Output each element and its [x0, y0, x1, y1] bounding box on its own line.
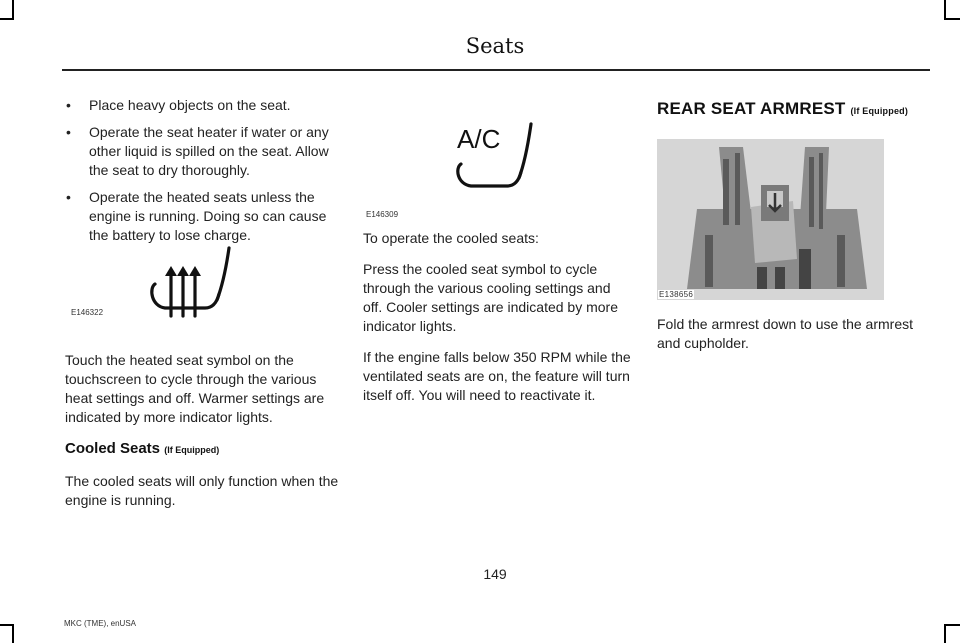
crop-mark [0, 624, 14, 626]
heading-qualifier: (If Equipped) [850, 106, 909, 116]
document-id: MKC (TME), enUSA [64, 619, 137, 628]
crop-mark [944, 624, 946, 643]
column-middle [363, 229, 633, 417]
list-item: • Operate the heated seats unless the engine is running. Doing so can cause the battery to lose charge. [65, 188, 341, 245]
column-left-lower [65, 351, 341, 522]
armrest-photo [657, 139, 884, 300]
armrest-paragraph: Fold the armrest down to use the armrest and cupholder. [657, 316, 913, 351]
list-item: • Place heavy objects on the seat. [65, 96, 341, 115]
page-title: Seats [465, 34, 525, 58]
column-right [657, 315, 927, 365]
ac-icon-label: A/C [457, 124, 501, 154]
heated-seat-paragraph: Touch the heated seat symbol on the touchscreen to cycle through the various heat settings and off. Warmer settings are indicated by more indicator lights. [65, 352, 325, 425]
figure-id: E146322 [71, 308, 104, 317]
crop-mark [944, 624, 960, 626]
heading-qualifier: (If Equipped) [164, 445, 220, 455]
crop-mark [12, 0, 14, 20]
heated-seat-icon [65, 236, 335, 320]
crop-mark [0, 18, 14, 20]
figure-id: E146309 [366, 210, 399, 219]
heated-seat-figure [65, 236, 335, 320]
warning-bullet-list [65, 96, 341, 245]
column-right-heading [657, 99, 937, 119]
cooled-cycle-paragraph: Press the cooled seat symbol to cycle through the various cooling settings and off. Cooler settings are indicated by more indicator lights. [363, 261, 618, 334]
crop-mark [12, 624, 14, 643]
cooled-seats-paragraph: The cooled seats will only function when the engine is running. [65, 473, 339, 508]
armrest-illustration [657, 139, 884, 300]
list-item: • Operate the seat heater if water or any other liquid is spilled on the seat. Allow the seat to dry thoroughly. [65, 123, 341, 180]
crop-mark [944, 18, 960, 20]
crop-mark [944, 0, 946, 20]
cooled-seat-figure [363, 110, 633, 222]
column-left [65, 96, 341, 253]
figure-id: E138656 [659, 290, 694, 299]
page-number: 149 [483, 566, 507, 582]
header-divider [62, 69, 930, 71]
rear-seat-armrest-heading [657, 99, 937, 119]
heading-text: Cooled Seats [65, 440, 161, 457]
cooled-rpm-paragraph: If the engine falls below 350 RPM while the ventilated seats are on, the feature will turn itself off. You will need to reactivate it. [363, 349, 631, 403]
heading-text: REAR SEAT ARMREST [657, 99, 846, 118]
cooled-intro-paragraph: To operate the cooled seats: [363, 230, 539, 246]
cooled-seats-heading [65, 439, 341, 460]
cooled-seat-icon [363, 110, 633, 222]
